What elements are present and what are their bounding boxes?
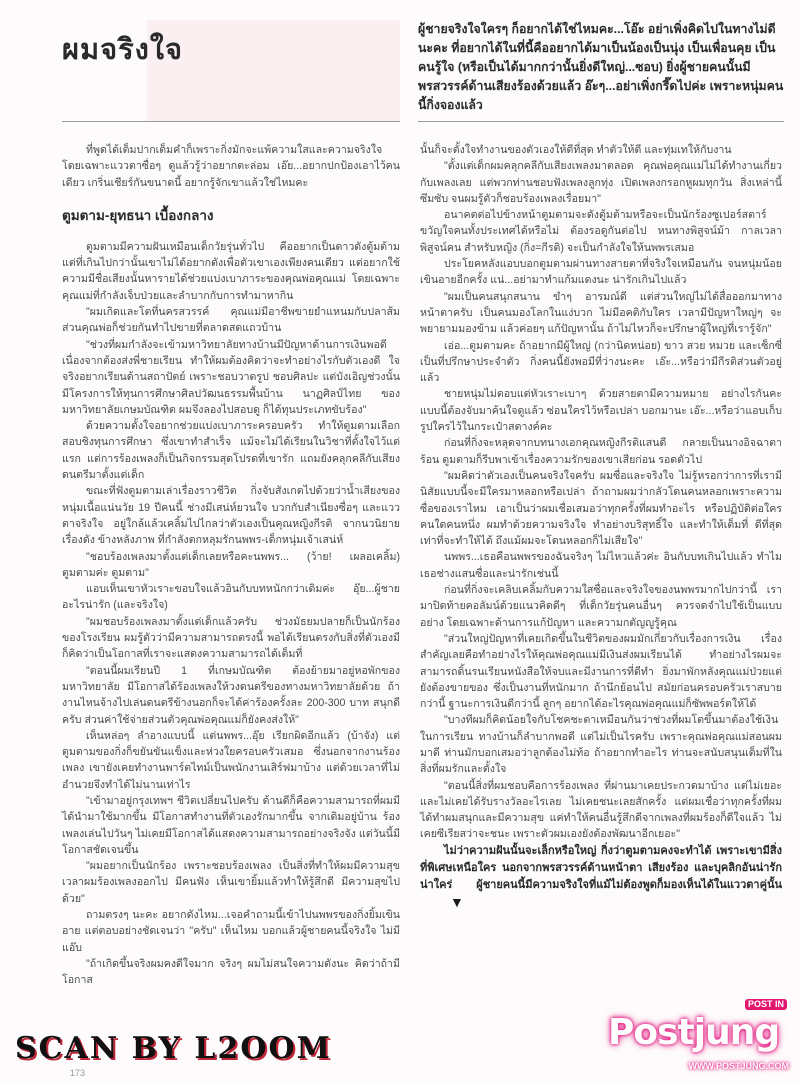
body-paragraph: "ผมเป็นคนสนุกสนาน ขำๆ อารมณ์ดี แต่ส่วนใหญ่ไม่ได้สื่อออกมาทางหน้าตาครับ เป็นคนมองโลกในแง่บวก ไม่มีอคติกับใคร เวลามีปัญหาใหญ่ๆ จะพยายามมองข้าม แล้วค่อยๆ แก้ปัญหานั้น ถ้าไม่ไหวก็จะปรึกษาผู้ใหญ่ที่เรารู้จัก" <box>420 290 782 336</box>
article-header <box>0 0 800 122</box>
body-paragraph: ชายหนุ่มไม่ตอบแต่หัวเราะเบาๆ ด้วยสายตามีความหมาย อย่างไรกันคะ แบบนี้ต้องจับมาค้นใจดูแล้ว ซ่อนใครไว้หรือเปล่า บอกมานะ เอ๊ะ...หรือว่าแอบเก็บรูปใครไว้ในกระเป๋าสตางค์คะ <box>420 388 782 434</box>
body-paragraph: เอ่อ...ตูมตามคะ ถ้าอยากมีผู้ใหญ่ (กว่านิดหน่อย) ขาว สวย หมวย และเซ็กซี่ เป็นที่ปรึกษาประจำตัว กิ่งคนนี้ยังพอมีที่ว่างนะคะ เอ๊ะ...หรือว่ามีกีรติส่วนตัวอยู่แล้ว <box>420 339 782 385</box>
body-paragraph: "ถ้าเกิดขึ้นจริงผมคงดีใจมาก จริงๆ ผมไม่สนใจความดังนะ คิดว่าถ้ามีโอกาส <box>62 957 400 987</box>
continued-paragraph: นั้นก็จะตั้งใจทำงานของตัวเองให้ดีที่สุด ทำตัวให้ดี และทุ่มเทให้กับงาน <box>420 144 732 156</box>
article-title: ผมจริงใจ <box>62 34 183 66</box>
right-paragraphs <box>420 158 782 842</box>
body-paragraph: "ผมชอบร้องเพลงมาตั้งแต่เด็กแล้วครับ ช่วงมัธยมปลายก็เป็นนักร้องของโรงเรียน ผมรู้ตัวว่ามีความสามารถตรงนี้ พอได้เรียนตรงกับสิ่งที่ตัวเองมีก็คิดว่าเป็นโอกาสที่เราจะแสดงความสามารถได้เต็มที่ <box>62 615 400 661</box>
body-paragraph: เห็นหล่อๆ ลำอางแบบนี้ แต่นพพร...อุ๊ย เรียกผิดอีกแล้ว (บ้าจัง) แต่ตูมตามของกิ่งก็ขยันขันแข็งและห่วงใยครอบครัวเสมอ ซึ่งนอกจากงานร้องเพลง เขายังเคยทำงานพาร์ตไทม์เป็นพนักงานเสิร์ฟมาบ้าง แต่ด้วยเวลาที่ไม่อำนวยจึงทำได้ไม่นานเท่าไร <box>62 729 400 791</box>
section-heading: ตูมตาม-ยุทธนา เบื้องกลาง <box>62 207 214 223</box>
page-number: 173 <box>70 1067 86 1078</box>
left-paragraphs <box>62 239 400 989</box>
closing-paragraph <box>420 843 782 913</box>
body-paragraph: "ตั้งแต่เด็กผมคลุกคลีกับเสียงเพลงมาตลอด คุณพ่อคุณแม่ไม่ได้ทำงานเกี่ยวกับเพลงเลย แต่พวกท่านชอบฟังเพลงลูกทุ่ง เปิดเพลงกรอกหูผมทุกวัน สิ่งเหล่านี้ซึมซับ จนผมรู้ตัวก็ชอบร้องเพลงเรื่อยมา" <box>420 160 782 205</box>
body-paragraph: "ช่วงที่ผมกำลังจะเข้ามหาวิทยาลัยทางบ้านมีปัญหาด้านการเงินพอดี เนื่องจากต้องส่งพี่ชายเรียน ทำให้ผมต้องคิดว่าจะทำอย่างไรกับตัวเองดี ใจจริงอยากเรียนด้านสถาปัตย์ เพราะชอบวาดรูป ชอบศิลปะ แต่บังเอิญช่วงนั้นมีโครงการให้ทุนการศึกษาศิลปวัฒนธรรมพื้นบ้าน นาฏศิลป์ไทย ของมหาวิทยาลัยเกษมบัณฑิต ผมจึงลองไปสอบดู ก็ได้ทุนประเภทขับร้อง" <box>62 338 400 416</box>
body-paragraph: ขณะที่ฟังตูมตามเล่าเรื่องราวชีวิต กิ่งจับสังเกตไปด้วยว่าน้ำเสียงของหนุ่มเนื้อแน่นวัย 19 ปีคนนี้ ช่างมีเสน่ห์ยวนใจ บวกกับสำเนียงซื่อๆ และแววตาจริงใจ อยู่ใกล้แล้วเคลิ้มไปไกลว่าตัวเองเป็นคุณหญิงกีรติ จากนวนิยายเรื่องดัง ข้างหลังภาพ ที่กำลังตกหลุมรักนพพร-เด็กหนุ่มเจ้าเสน่ห์ <box>62 485 400 547</box>
body-paragraph: นพพร...เธอคือนพพรของฉันจริงๆ ไม่ไหวแล้วค่ะ อินกับบทเกินไปแล้ว ทำไมเธอช่างแสนซื่อและน่ารักเช่นนี้ <box>420 551 782 580</box>
body-paragraph: อนาคตต่อไปข้างหน้าตูมตามจะดังตู้มต้ามหรือจะเป็นนักร้องซูเปอร์สตาร์ขวัญใจคนทั้งประเทศได้หรือไม่ ต้องรอดูกันต่อไป หนทางพิสูจน์ม้า กาลเวลาพิสูจน์คน สำหรับหญิง (กิ่ง=กีรติ) จะเป็นกำลังใจให้นพพรเสมอ <box>420 209 782 254</box>
logo-tag: POST IN <box>745 999 787 1010</box>
body-paragraph: ด้วยความตั้งใจอยากช่วยแบ่งเบาภาระครอบครัว ทำให้ตูมตามเลือกสอบชิงทุนการศึกษา ซึ่งเขาทำสำเร็จ แม้จะไม่ได้เรียนในวิชาที่ตั้งใจไว้แต่แรก แต่การร้องเพลงก็เป็นกิจกรรมสุดโปรดที่เขารัก แถมยังคลุกคลีกับเสียงดนตรีมาตั้งแต่เด็ก <box>62 420 400 482</box>
down-triangle-icon: ▼ <box>450 893 464 910</box>
page-footer <box>0 989 800 1079</box>
body-paragraph: แอบเห็นเขาหัวเราะขอบใจแล้วอินกับบทหนักกว่าเดิมค่ะ อุ๊ย...ผู้ชายอะไรน่ารัก (และจริงใจ) <box>62 583 400 612</box>
postjung-logo-watermark <box>608 999 793 1079</box>
logo-url: WWW.POSTJUNG.COM <box>688 1060 789 1071</box>
article-body <box>0 122 800 989</box>
left-column <box>62 142 400 989</box>
right-column <box>420 142 782 989</box>
body-paragraph: "ผมอยากเป็นนักร้อง เพราะชอบร้องเพลง เป็นสิ่งที่ทำให้ผมมีความสุข เวลาผมร้องเพลงออกไป มีคนฟัง เห็นเขายิ้มแล้วทำให้รู้สึกดี มีความสุขไปด้วย" <box>62 860 400 905</box>
body-paragraph: "เข้ามาอยู่กรุงเทพฯ ชีวิตเปลี่ยนไปครับ ด้านดีก็คือความสามารถที่ผมมีได้นำมาใช้มากขึ้น มีโอกาสทำงานที่ตัวเองรักมากขึ้น จากเดิมอยู่บ้าน ร้องเพลงเล่นไปวันๆ ไม่เคยมีโอกาสได้แสดงความสามารถอย่างจริงจัง แต่วันนี้มีโอกาสชัดเจนขึ้น <box>62 794 400 856</box>
body-paragraph: "ผมเกิดและโตที่นครสวรรค์ คุณแม่มีอาชีพขายยำแหนมกับปลาส้ม ส่วนคุณพ่อก็ช่วยกันทำไปขายที่ตลาดสดแถวบ้าน <box>62 306 400 335</box>
title-block <box>62 20 400 122</box>
logo-name: Postjung <box>608 1011 780 1053</box>
body-paragraph: ตูมตามมีความฝันเหมือนเด็กวัยรุ่นทั่วไป คืออยากเป็นดาวดังตู้มต้าม แต่ที่เกินไปกว่านั้นเขาไม่ได้อยากดังเพื่อตัวเขาเองเพียงคนเดียว แต่อยากใช้ความมีชื่อเสียงนั้นหารายได้ช่วยแบ่งเบาภาระของคุณพ่อคุณแม่ โดยเฉพาะคุณแม่ที่กำลังเจ็บป่วยและลำบากกับการทำมาหากิน <box>62 240 400 302</box>
body-paragraph: "ตอนนี้สิ่งที่ผมชอบคือการร้องเพลง ที่ผ่านมาเคยประกวดมาบ้าง แต่ไม่เยอะ และไม่เคยได้รับรางวัลอะไรเลย ไม่เคยชนะเลยสักครั้ง แต่ผมเชื่อว่าทุกครั้งที่ผมได้ทำผมสนุกและมีความสุข แค่ทำให้คนอื่นรู้สึกดีจากเพลงที่ผมร้องก็ดีใจแล้ว ไม่เคยซีเรียสว่าจะชนะ เพราะตัวผมเองยังต้องพัฒนาอีกเยอะ" <box>420 779 782 841</box>
body-paragraph: ถามตรงๆ นะคะ อยากดังไหม...เจอคำถามนี้เข้าไปนพพรของกิ่งยิ้มเขินอาย แต่ตอบอย่างชัดเจนว่า "ครับ" เห็นไหม บอกแล้วผู้ชายคนนี้จริงใจ ไม่มีแอ๊บ <box>62 909 400 954</box>
body-paragraph: ก่อนที่กิ่งจะเคลิบเคลิ้มกับความใสซื่อและจริงใจของนพพรมากไปกว่านี้ เรามาปิดท้ายคอลัมน์ด้วยแนวคิดดีๆ ที่เด็กวัยรุ่นคนอื่นๆ ควรจดจำไปใช้เป็นแบบอย่าง โดยเฉพาะด้านการแก้ปัญหา และความกตัญญูรู้คุณ <box>420 584 782 629</box>
footer-left <box>15 1031 332 1079</box>
article-intro: ผู้ชายจริงใจใครๆ ก็อยากได้ใช่ไหมคะ...โอ๊ะ อย่าเพิ่งคิดไปในทางไม่ดีนะคะ ที่อยากได้ในที่นี้คืออยากได้มาเป็นน้องเป็นนุ่ง เป็นเพื่อนคุย เป็นคนรู้ใจ (หรือเป็นได้มากกว่านั้นยิ่งดีใหญ่...ซอบ) ยิ่งผู้ชายคนนั้นมีพรสวรรค์ด้านเสียงร้องด้วยแล้ว อ๊ะๆ...อย่าเพิ่งกรี๊ดไปค่ะ เพราะหนุ่มคนนี้กิ่งจองแล้ว <box>418 20 784 122</box>
scan-credit-watermark: SCAN BY L2OOM <box>15 1030 332 1066</box>
body-paragraph: "ผมคิดว่าตัวเองเป็นคนจริงใจครับ ผมซื่อและจริงใจ ไม่รู้หรอกว่าการที่เรามีนิสัยแบบนี้จะมีใครมาหลอกหรือเปล่า ถ้าถามผมว่ากลัวโดนคนหลอกเพราะความซื่อของเราไหม เอาเป็นว่าผมเชื่อเสมอว่าทุกครั้งที่ผมทำอะไร หรือปฏิบัติต่อใครคนใดคนหนึ่ง ผมทำด้วยความจริงใจ ทำอย่างบริสุทธิ์ใจ และทำให้เต็มที่ ดีที่สุดเท่าที่จะทำให้ได้ ถึงแม้ผมจะโดนหลอกก็ไม่เสียใจ" <box>420 469 782 548</box>
opening-paragraph: ที่พูดได้เต็มปากเต็มคำก็เพราะกิ่งมักจะแพ้ความใสและความจริงใจ โดยเฉพาะแววตาซื่อๆ ดูแล้วรู้ว่าอยากตะล่อม เอ๊ย...อยากปกป้องเอาไว้คนเดียว เกริ่นเชียร์กันขนาดนี้ อยากรู้จักเขาแล้วใช่ไหมคะ <box>62 144 400 189</box>
body-paragraph: "บางทีผมก็คิดน้อยใจกับโชคชะตาเหมือนกันว่าช่วงที่ผมโตขึ้นมาต้องใช้เงินในการเรียน ทางบ้านก็ลำบากพอดี แต่ไม่เป็นไรครับ เพราะคุณพ่อคุณแม่สอนผมมาดี ท่านมักบอกเสมอว่าลูกต้องไม่ท้อ ถ้าอยากทำอะไร ท่านจะสนับสนุนเต็มที่ในสิ่งที่ผมรักและตั้งใจ <box>420 714 782 776</box>
body-paragraph: "ชอบร้องเพลงมาตั้งแต่เด็กเลยหรือคะนพพร... (ว้าย! เผลอเคลิ้ม) ตูมตามค่ะ ตูมตาม" <box>62 550 400 579</box>
body-paragraph: ก่อนที่กิ่งจะหลุดจากบทนางเอกคุณหญิงกีรติแสนดี กลายเป็นนางอิจฉาตาร้อน ตูมตามก็รีบพาเข้าเรื่องความรักของเขาเสียก่อน รอดตัวไป <box>420 437 782 466</box>
body-paragraph: "ตอนนี้ผมเรียนปี 1 ที่เกษมบัณฑิต ต้องย้ายมาอยู่หอพักของมหาวิทยาลัย มีโอกาสได้ร้องเพลงให้วงดนตรีของทางมหาวิทยาลัยด้วย ถ้างานไหนจ้างไปเล่นดนตรีข้างนอกก็จะได้ค่าร้องครั้งละ 200-300 บาท สนุกดีครับ ส่วนค่าใช้จ่ายส่วนตัวคุณพ่อคุณแม่ก็ยังคงส่งให้" <box>62 664 400 726</box>
closing-text: ไม่ว่าความฝันนั้นจะเล็กหรือใหญ่ กิ่งว่าตูมตามคงจะทำได้ เพราะเขามีสิ่งที่พิเศษเหนือใคร นอกจากพรสวรรค์ด้านหน้าตา เสียงร้อง และบุคลิกอันน่ารักน่าใคร่ ผู้ชายคนนี้มีความจริงใจที่แม้ไม่ต้องพูดก็มองเห็นได้ในแววตาคู่นั้น <box>420 844 782 891</box>
body-paragraph: "ส่วนใหญ่ปัญหาที่เคยเกิดขึ้นในชีวิตของผมมักเกี่ยวกับเรื่องการเงิน เรื่องสำคัญเลยคือทำอย่างไรให้คุณพ่อคุณแม่มีเงินส่งผมเรียนได้ ทำอย่างไรผมจะสามารถดิ้นรนเรียนหนังสือให้จบและมีงานการที่ดีทำ ยิ่งมาพักหลังคุณแม่ป่วยแต่ยังต้องขายของ ซึ่งเป็นงานที่หนักมาก ถ้านึกย้อนไป สมัยก่อนครอบครัวเราสบายกว่านี้ ฐานะการเงินดีกว่านี้ ลูกๆ อยากได้อะไรคุณพ่อคุณแม่ก็ซัพพอร์ตให้ได้ <box>420 632 782 711</box>
body-paragraph: ประโยคหลังแอบบอกตูมตามผ่านทางสายตาที่จริงใจเหมือนกัน จนหนุ่มน้อยเขินอายอีกครั้ง แน่...อย่ามาทำแก้มแดงนะ น่ารักเกินไปแล้ว <box>420 258 782 287</box>
